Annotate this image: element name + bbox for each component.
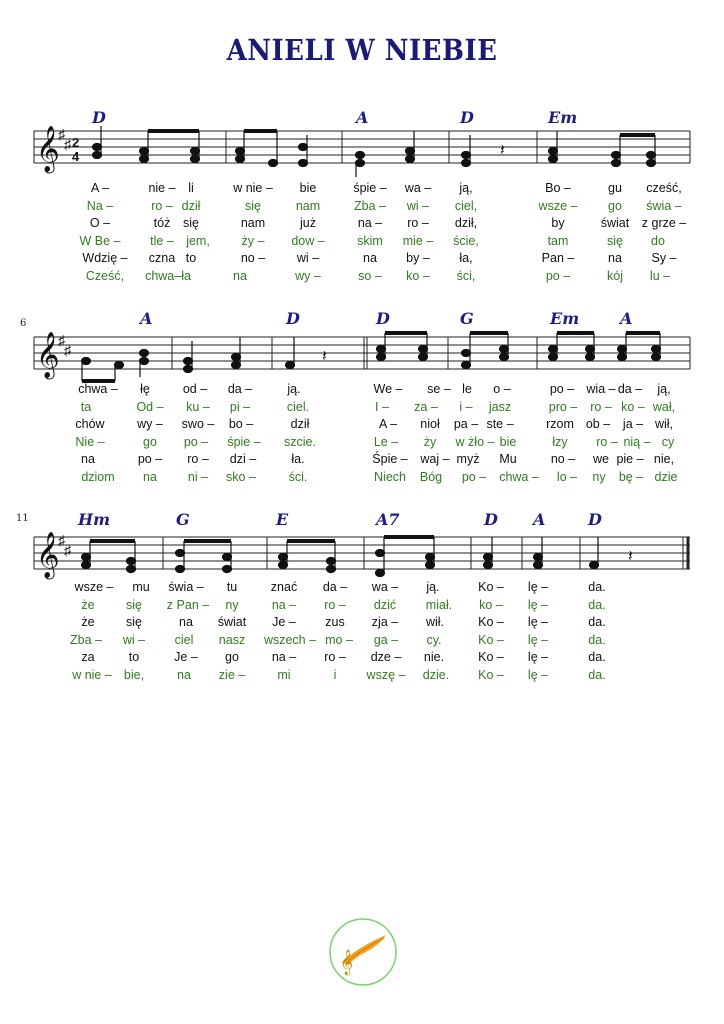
lyric-verse-line (0, 615, 724, 632)
chord-symbol: A (140, 309, 153, 328)
lyric-syllable: dze – (370, 650, 402, 665)
lyric-syllable: rzom (546, 417, 574, 432)
lyric-syllable: śpie – (227, 434, 261, 449)
chord-symbol: G (460, 309, 474, 328)
lyric-syllable: za (81, 650, 95, 665)
lyric-syllable: se – (427, 382, 451, 396)
lyric-syllable: wy – (137, 417, 163, 432)
lyric-syllable: Na – (86, 198, 114, 213)
chord-symbol: D (92, 108, 106, 127)
lyric-syllable: W Be – (79, 233, 121, 248)
time-sig-top: 2 (72, 135, 80, 150)
lyric-syllable: że (81, 597, 95, 612)
lyric-syllable: Je – (174, 650, 198, 665)
lyric-syllable: ciel, (454, 198, 478, 213)
lyric-syllable: dzie (654, 470, 678, 484)
lyric-syllable: dził (181, 198, 201, 213)
chord-symbol: D (484, 510, 498, 529)
music-note-clef-logo (328, 917, 398, 987)
lyric-syllable: się (245, 198, 261, 213)
lyric-syllable: łę (140, 382, 150, 396)
lyric-syllable: bie (299, 181, 317, 195)
lyric-syllable: lo – (556, 470, 578, 484)
lyric-syllable: We – (373, 382, 403, 396)
lyric-syllable: to (185, 251, 197, 266)
lyric-syllable: na (81, 452, 95, 467)
lyric-syllable: od – (182, 382, 208, 396)
lyric-syllable: dzie. (422, 668, 450, 682)
lyric-syllable: da – (617, 382, 643, 396)
lyric-syllable: z grze – (641, 216, 687, 231)
lyric-syllable: ży – (241, 233, 265, 248)
lyric-syllable: chwa – (78, 382, 118, 396)
chord-symbol: E (276, 510, 289, 529)
lyric-syllable: jasz (488, 399, 512, 414)
measure-number: 6 (20, 318, 27, 329)
svg-text:♯: ♯ (58, 532, 65, 548)
lyric-syllable: w żło – (455, 434, 495, 449)
lyric-syllable: wi – (406, 198, 430, 213)
lyric-syllable: nie. (423, 650, 445, 665)
lyric-syllable: dził, (454, 216, 478, 231)
lyric-syllable: ści. (288, 470, 308, 484)
lyric-syllable: wi – (122, 632, 146, 647)
lyric-syllable: dzić (373, 597, 397, 612)
lyric-syllable: mie – (402, 233, 434, 248)
chord-symbol: D (588, 510, 602, 529)
lyric-syllable: Śpie – (372, 452, 408, 467)
lyric-syllable: tam (547, 233, 569, 248)
lyric-syllable: na (177, 668, 191, 682)
lyric-syllable: Sy – (651, 251, 677, 266)
lyric-syllable: ła. (291, 452, 305, 467)
lyric-syllable: szcie. (284, 434, 316, 449)
lyric-syllable: da. (588, 632, 606, 647)
lyric-syllable: da – (322, 580, 348, 594)
lyric-syllable: Bo – (545, 181, 571, 195)
lyric-syllable: wił, (654, 417, 674, 432)
chord-symbol: A (620, 309, 633, 328)
lyric-syllable: ro – (151, 198, 173, 213)
lyric-verse-line (0, 580, 724, 597)
lyric-syllable: za – (414, 399, 438, 414)
svg-text:♯: ♯ (64, 136, 71, 152)
svg-text:𝄞: 𝄞 (36, 332, 60, 378)
lyric-syllable: Ko – (478, 615, 504, 630)
lyric-syllable: Ko – (478, 668, 504, 682)
lyric-syllable: dzi – (229, 452, 257, 467)
lyric-syllable: lę – (527, 650, 549, 665)
lyric-syllable: ście, (453, 233, 479, 248)
lyric-syllable: da – (227, 382, 253, 396)
lyric-syllable: ją. (426, 580, 440, 594)
lyric-syllable: kój (607, 269, 623, 283)
lyric-syllable: Pan – (541, 251, 575, 266)
lyric-syllable: ta (80, 399, 92, 414)
lyric-syllable: się (607, 233, 623, 248)
lyric-syllable: Ko – (478, 580, 504, 594)
lyric-syllable: ny (225, 597, 239, 612)
lyric-syllable: so – (358, 269, 382, 283)
lyric-syllable: ży (423, 434, 437, 449)
lyric-syllable: znać (270, 580, 298, 594)
lyric-syllable: Ko – (478, 632, 504, 647)
lyric-syllable: nam (295, 198, 321, 213)
svg-text:𝄞: 𝄞 (36, 532, 60, 578)
svg-text:𝄞: 𝄞 (340, 950, 354, 975)
lyric-syllable: o – (493, 382, 511, 396)
lyric-syllable: Le – (373, 434, 399, 449)
chord-symbol: D (376, 309, 390, 328)
lyric-syllable: da. (588, 650, 606, 665)
lyric-syllable: chów (75, 417, 105, 432)
lyric-syllable: pa – (453, 417, 479, 432)
lyric-syllable: wi – (296, 251, 320, 266)
lyric-syllable: bę – (618, 470, 644, 484)
lyric-syllable: czna (148, 251, 176, 266)
chord-symbol: A (533, 510, 546, 529)
lyric-syllable: cześć, (646, 181, 682, 195)
lyric-syllable: cy. (426, 632, 442, 647)
lyric-syllable: ni – (187, 470, 209, 484)
lyric-syllable: le (462, 382, 472, 396)
lyric-syllable: po – (461, 470, 487, 484)
lyric-syllable: bie (499, 434, 517, 449)
lyric-syllable: by (551, 216, 565, 231)
lyric-syllable: ko – (479, 597, 503, 612)
lyric-syllable: ro – (596, 434, 618, 449)
lyric-syllable: świat (600, 216, 630, 231)
lyric-syllable: łzy (552, 434, 568, 449)
lyric-syllable: już (300, 216, 316, 231)
lyric-syllable: dził (290, 417, 310, 432)
measure-number: 11 (16, 513, 29, 524)
lyric-syllable: ku – (186, 399, 210, 414)
lyric-syllable: lę – (527, 580, 549, 594)
lyric-syllable: się (126, 597, 142, 612)
lyric-syllable: ny (592, 470, 606, 484)
lyric-syllable: lę – (527, 615, 549, 630)
lyric-syllable: na (179, 615, 193, 630)
lyric-syllable: wszech – (263, 632, 317, 647)
lyric-syllable: Cześć, (85, 269, 125, 283)
lyric-syllable: Je – (272, 615, 296, 630)
lyric-syllable: na (143, 470, 157, 484)
lyric-syllable: Niech (374, 470, 406, 484)
lyric-syllable: nasz (218, 632, 246, 647)
lyric-syllable: ste – (486, 417, 514, 432)
chord-symbol: G (176, 510, 190, 529)
lyric-syllable: to (128, 650, 140, 665)
lyric-syllable: wił. (425, 615, 445, 630)
lyric-syllable: w nie – (72, 668, 112, 682)
chord-symbol: Em (550, 309, 580, 328)
svg-text:𝄽: 𝄽 (500, 142, 505, 159)
chord-symbol: A7 (376, 510, 400, 529)
lyric-syllable: swo – (181, 417, 215, 432)
chord-symbol: Hm (78, 510, 111, 529)
lyric-syllable: cy (661, 434, 675, 449)
chord-symbol: A (356, 108, 369, 127)
lyric-syllable: zie – (218, 668, 246, 682)
lyric-syllable: nie, (653, 452, 675, 467)
lyric-syllable: w nie – (233, 181, 273, 195)
lyric-syllable: na (363, 251, 377, 266)
lyric-syllable: na (608, 251, 622, 266)
lyric-syllable: dziom (81, 470, 115, 484)
lyric-syllable: Zba – (354, 198, 386, 213)
lyric-syllable: tle – (150, 233, 174, 248)
lyric-syllable: myż (456, 452, 480, 467)
lyric-syllable: po – (545, 269, 571, 283)
lyric-syllable: nam (240, 216, 266, 231)
lyric-syllable: no – (550, 452, 576, 467)
lyric-syllable: ciel (174, 632, 194, 647)
lyric-syllable: lę – (527, 597, 549, 612)
lyric-syllable: się (126, 615, 142, 630)
lyric-syllable: O – (89, 216, 111, 231)
lyric-syllable: nie – (148, 181, 176, 195)
lyric-syllable: wsze – (538, 198, 578, 213)
lyric-syllable: śpie – (353, 181, 387, 195)
lyric-syllable: ją, (657, 382, 671, 396)
lyric-syllable: Mu (499, 452, 517, 467)
lyric-syllable: go (608, 198, 622, 213)
lyric-syllable: by – (406, 251, 430, 266)
lyric-syllable: ro – (324, 597, 346, 612)
lyric-syllable: chwa – (499, 470, 539, 484)
svg-text:♯: ♯ (64, 342, 71, 358)
song-title: ANIELI W NIEBIE (226, 34, 498, 68)
lyric-syllable: da. (588, 668, 606, 682)
time-sig-bottom: 4 (72, 149, 80, 164)
lyric-syllable: gu (608, 181, 622, 195)
lyric-syllable: no – (240, 251, 266, 266)
svg-text:♯: ♯ (58, 126, 65, 142)
lyric-syllable: wia – (586, 382, 616, 396)
lyric-syllable: na (233, 269, 247, 283)
lyric-syllable: lę – (527, 632, 549, 647)
lyric-syllable: Zba – (70, 632, 102, 647)
lyric-syllable: pi – (229, 399, 251, 414)
lyric-syllable: nioł (420, 417, 440, 432)
lyric-syllable: wy – (295, 269, 321, 283)
lyric-syllable: po – (549, 382, 575, 396)
lyric-syllable: tu (226, 580, 238, 594)
lyric-syllable: bie, (123, 668, 145, 682)
lyric-syllable: ob – (585, 417, 611, 432)
lyric-syllable: zus (325, 615, 345, 630)
lyric-verse-line (0, 633, 724, 650)
svg-text:𝄽: 𝄽 (322, 348, 327, 365)
lyric-syllable: mo – (325, 632, 353, 647)
lyric-syllable: Nie – (75, 434, 105, 449)
lyric-syllable: miał. (425, 597, 453, 612)
lyric-syllable: ją. (287, 382, 301, 396)
lyric-syllable: waj – (420, 452, 450, 467)
lyric-syllable: ciel. (286, 399, 310, 414)
lyric-syllable: go (225, 650, 239, 665)
lyric-syllable: go (143, 434, 157, 449)
chord-symbol: D (286, 309, 300, 328)
lyric-syllable: tóż (153, 216, 171, 231)
lyric-syllable: da. (588, 580, 606, 594)
lyric-syllable: ła, (459, 251, 473, 266)
lyric-syllable: na – (357, 216, 383, 231)
svg-text:♯: ♯ (64, 542, 71, 558)
lyric-syllable: ro – (590, 399, 612, 414)
lyric-syllable: mu (132, 580, 150, 594)
lyric-syllable: i (333, 668, 337, 682)
lyric-syllable: I – (375, 399, 389, 414)
lyric-syllable: li (188, 181, 194, 195)
lyric-syllable: we (593, 452, 609, 467)
lyric-syllable: ro – (187, 452, 209, 467)
lyric-syllable: pie – (616, 452, 644, 467)
lyric-syllable: świat (217, 615, 247, 630)
lyric-syllable: wa – (404, 181, 432, 195)
lyric-syllable: lę – (527, 668, 549, 682)
lyric-syllable: A – (90, 181, 110, 195)
lyric-syllable: wsze – (74, 580, 114, 594)
lyric-syllable: chwa–ła (145, 269, 191, 283)
lyric-syllable: ko – (406, 269, 430, 283)
lyric-syllable: Bóg (419, 470, 443, 484)
lyric-syllable: po – (183, 434, 209, 449)
lyric-syllable: bo – (228, 417, 254, 432)
lyric-syllable: z Pan – (166, 597, 210, 612)
chord-symbol: Em (548, 108, 578, 127)
lyric-syllable: że (81, 615, 95, 630)
lyric-syllable: wszę – (366, 668, 406, 682)
lyric-syllable: wa – (371, 580, 399, 594)
lyric-syllable: świa – (646, 198, 682, 213)
lyric-syllable: jem, (186, 233, 210, 248)
lyric-verse-line (0, 598, 724, 615)
lyric-syllable: i – (459, 399, 473, 414)
lyric-syllable: da. (588, 615, 606, 630)
lyric-syllable: Wdzię – (82, 251, 128, 266)
lyric-syllable: lu – (649, 269, 671, 283)
lyric-syllable: ko – (621, 399, 645, 414)
lyric-syllable: na – (271, 650, 297, 665)
lyric-syllable: A – (378, 417, 398, 432)
lyric-syllable: ja – (622, 417, 644, 432)
svg-text:𝄽: 𝄽 (628, 548, 633, 565)
lyric-syllable: pro – (548, 399, 578, 414)
lyric-syllable: mi (277, 668, 291, 682)
lyric-verse-line (0, 650, 724, 667)
lyric-verse-line (0, 668, 724, 685)
lyric-syllable: zja – (371, 615, 399, 630)
lyric-syllable: da. (588, 597, 606, 612)
lyric-syllable: ro – (324, 650, 346, 665)
lyric-syllable: nią – (623, 434, 651, 449)
lyric-syllable: ga – (373, 632, 399, 647)
chord-symbol: D (460, 108, 474, 127)
lyric-syllable: skim (357, 233, 383, 248)
svg-text:♯: ♯ (58, 332, 65, 348)
svg-text:𝄞: 𝄞 (36, 126, 60, 172)
lyric-syllable: Ko – (478, 650, 504, 665)
lyric-syllable: wał, (652, 399, 676, 414)
lyric-syllable: sko – (226, 470, 256, 484)
lyric-syllable: na – (271, 597, 297, 612)
lyric-syllable: świa – (168, 580, 204, 594)
lyric-syllable: do (651, 233, 665, 248)
lyric-syllable: dow – (291, 233, 325, 248)
lyric-syllable: po – (137, 452, 163, 467)
lyric-syllable: ści, (456, 269, 476, 283)
lyric-syllable: się (183, 216, 199, 231)
lyric-syllable: ją, (459, 181, 473, 195)
lyric-syllable: ro – (407, 216, 429, 231)
lyric-syllable: Od – (136, 399, 164, 414)
